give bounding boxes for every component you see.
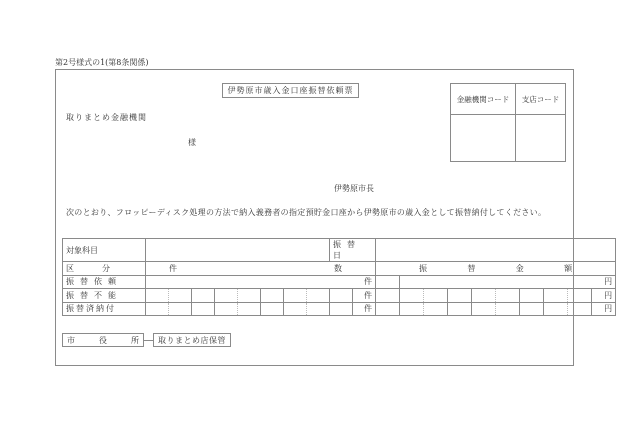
request-amount-spacer bbox=[376, 275, 400, 289]
failed-label: 振替不能 bbox=[63, 289, 146, 303]
issuer: 伊勢原市長 bbox=[334, 184, 374, 193]
digit-cell[interactable] bbox=[146, 289, 169, 303]
bank-code-header: 金融機関コード bbox=[451, 84, 516, 115]
completed-count-unit: 件 bbox=[353, 302, 376, 316]
digit-cell[interactable] bbox=[284, 302, 307, 316]
digit-cell[interactable] bbox=[330, 289, 353, 303]
bank-code-field[interactable] bbox=[451, 115, 516, 162]
digit-cell[interactable] bbox=[568, 289, 592, 303]
digit-cell[interactable] bbox=[448, 302, 472, 316]
subject-label-text: 対象科目 bbox=[66, 245, 98, 255]
digit-cell[interactable] bbox=[472, 302, 496, 316]
digit-cell[interactable] bbox=[376, 302, 400, 316]
addressee: 取りまとめ金融機関 bbox=[66, 113, 147, 122]
table-row-completed bbox=[63, 302, 616, 316]
count-header: 件 数 bbox=[146, 262, 376, 276]
digit-cell[interactable] bbox=[238, 302, 261, 316]
digit-cell[interactable] bbox=[544, 302, 568, 316]
digit-cell[interactable] bbox=[424, 302, 448, 316]
digit-cell[interactable] bbox=[472, 289, 496, 303]
branch-code-header: 支店コード bbox=[516, 84, 566, 115]
digit-cell[interactable] bbox=[400, 289, 424, 303]
transfer-date-label: 振替日 bbox=[330, 239, 376, 262]
bank-retention-box: 取りまとめ店保管 bbox=[153, 333, 231, 347]
subject-field[interactable] bbox=[146, 239, 330, 262]
digit-cell[interactable] bbox=[307, 302, 330, 316]
digit-cell[interactable] bbox=[192, 302, 215, 316]
category-label: 区分 bbox=[63, 262, 146, 276]
request-amount-field[interactable]: 円 bbox=[400, 275, 616, 289]
form-number-label: 第2号様式の1(第8条関係) bbox=[55, 58, 149, 67]
digit-cell[interactable] bbox=[307, 289, 330, 303]
digit-cell[interactable] bbox=[424, 289, 448, 303]
table-row-category bbox=[63, 262, 616, 276]
failed-count-unit: 件 bbox=[353, 289, 376, 303]
completed-amount-unit: 円 bbox=[592, 302, 616, 316]
code-table bbox=[450, 83, 566, 162]
digit-cell[interactable] bbox=[261, 289, 284, 303]
digit-cell[interactable] bbox=[192, 289, 215, 303]
digit-cell[interactable] bbox=[544, 289, 568, 303]
digit-cell[interactable] bbox=[520, 302, 544, 316]
digit-cell[interactable] bbox=[261, 302, 284, 316]
instruction-text: 次のとおり、フロッピーディスク処理の方法で納入義務者の指定預貯金口座から伊勢原市の歳入金として振替納付してください。 bbox=[66, 208, 547, 217]
digit-cell[interactable] bbox=[169, 289, 192, 303]
transfer-table bbox=[62, 238, 616, 316]
digit-cell[interactable] bbox=[376, 289, 400, 303]
digit-cell[interactable] bbox=[215, 302, 238, 316]
table-row-subject bbox=[63, 239, 616, 262]
completed-label: 振替済納付 bbox=[63, 302, 146, 316]
request-count-field[interactable]: 件 bbox=[146, 275, 376, 289]
digit-cell[interactable] bbox=[284, 289, 307, 303]
transfer-date-field[interactable] bbox=[376, 239, 616, 262]
digit-cell[interactable] bbox=[238, 289, 261, 303]
digit-cell[interactable] bbox=[146, 302, 169, 316]
digit-cell[interactable] bbox=[568, 302, 592, 316]
digit-cell[interactable] bbox=[448, 289, 472, 303]
routing-flow bbox=[62, 333, 231, 347]
branch-code-field[interactable] bbox=[516, 115, 566, 162]
form-title: 伊勢原市歳入金口座振替依頼票 bbox=[222, 83, 359, 98]
failed-amount-unit: 円 bbox=[592, 289, 616, 303]
honorific: 様 bbox=[188, 138, 196, 147]
table-row-failed bbox=[63, 289, 616, 303]
request-label: 振替依頼 bbox=[63, 275, 146, 289]
amount-header: 振 替 金 額 bbox=[376, 262, 616, 276]
city-office-box: 市 役 所 bbox=[62, 333, 144, 347]
digit-cell[interactable] bbox=[496, 302, 520, 316]
digit-cell[interactable] bbox=[330, 302, 353, 316]
digit-cell[interactable] bbox=[215, 289, 238, 303]
digit-cell[interactable] bbox=[520, 289, 544, 303]
digit-cell[interactable] bbox=[496, 289, 520, 303]
table-row-request bbox=[63, 275, 616, 289]
connector-line bbox=[144, 340, 153, 341]
digit-cell[interactable] bbox=[400, 302, 424, 316]
subject-label bbox=[63, 239, 146, 262]
digit-cell[interactable] bbox=[169, 302, 192, 316]
